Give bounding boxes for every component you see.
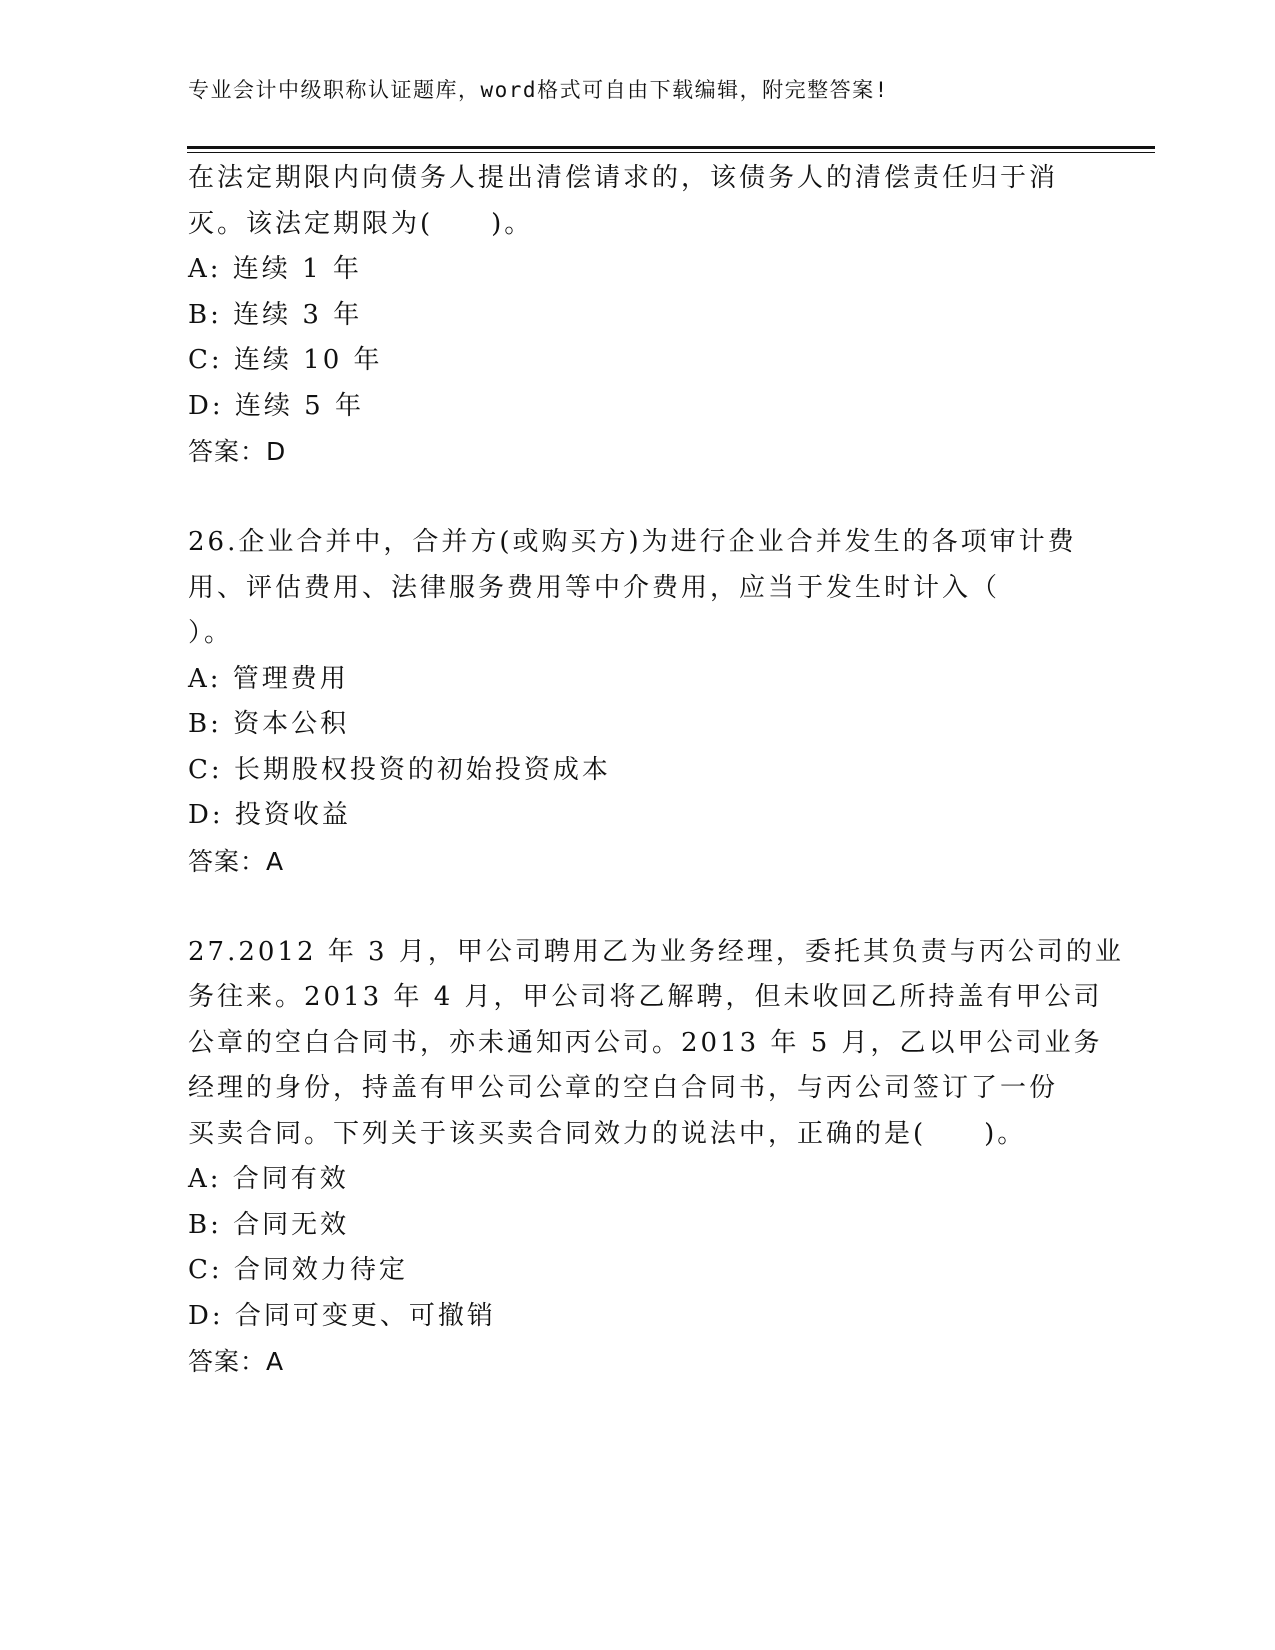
answer: 答案：A (188, 1347, 285, 1376)
answer: 答案：A (188, 846, 285, 876)
option-b: B: 合同无效 (188, 1209, 350, 1240)
question-stem-line: 公章的空白合同书，亦未通知丙公司。2013 年 5 月，乙以甲公司业务 (188, 1027, 1103, 1058)
question-stem-line: 用、评估费用、法律服务费用等中介费用，应当于发生时计入（ (188, 572, 1001, 603)
option-d: D: 投资收益 (188, 800, 351, 830)
document-body (188, 156, 1124, 1385)
question-stem-line: 26.企业合并中，合并方(或购买方)为进行企业合并发生的各项审计费 (188, 527, 1077, 557)
option-a: A: 连续 1 年 (188, 254, 362, 284)
option-c: C: 连续 10 年 (188, 345, 383, 375)
option-a: A: 管理费用 (188, 663, 349, 694)
header-rule-thick (187, 146, 1155, 149)
question-25 (188, 156, 1088, 475)
option-c: C: 合同效力待定 (188, 1255, 408, 1285)
question-stem-line: 27.2012 年 3 月，甲公司聘用乙为业务经理，委托其负责与丙公司的业 (188, 936, 1124, 967)
option-a: A: 合同有效 (188, 1164, 349, 1194)
spacer (188, 475, 1088, 521)
question-stem-line: 灭。该法定期限为( )。 (188, 208, 534, 239)
question-stem-line: 务往来。2013 年 4 月，甲公司将乙解聘，但未收回乙所持盖有甲公司 (188, 982, 1103, 1012)
option-d: D: 合同可变更、可撤销 (188, 1300, 496, 1331)
question-stem-line: ）。 (188, 618, 234, 648)
option-b: B: 资本公积 (188, 709, 350, 739)
option-d: D: 连续 5 年 (188, 390, 364, 421)
option-c: C: 长期股权投资的初始投资成本 (188, 754, 611, 785)
header-rule-thin (187, 152, 1155, 153)
spacer (188, 884, 1088, 930)
option-b: B: 连续 3 年 (188, 299, 363, 330)
question-stem-line: 在法定期限内向债务人提出清偿请求的，该债务人的清偿责任归于消 (188, 163, 1059, 193)
question-26 (188, 520, 1088, 884)
question-stem-line: 买卖合同。下列关于该买卖合同效力的说法中，正确的是( )。 (188, 1118, 1027, 1149)
page-header: 专业会计中级职称认证题库，word格式可自由下载编辑，附完整答案! (188, 78, 889, 102)
question-27 (188, 930, 1124, 1385)
answer: 答案：D (188, 437, 287, 466)
question-stem-line: 经理的身份，持盖有甲公司公章的空白合同书，与丙公司签订了一份 (188, 1073, 1059, 1103)
